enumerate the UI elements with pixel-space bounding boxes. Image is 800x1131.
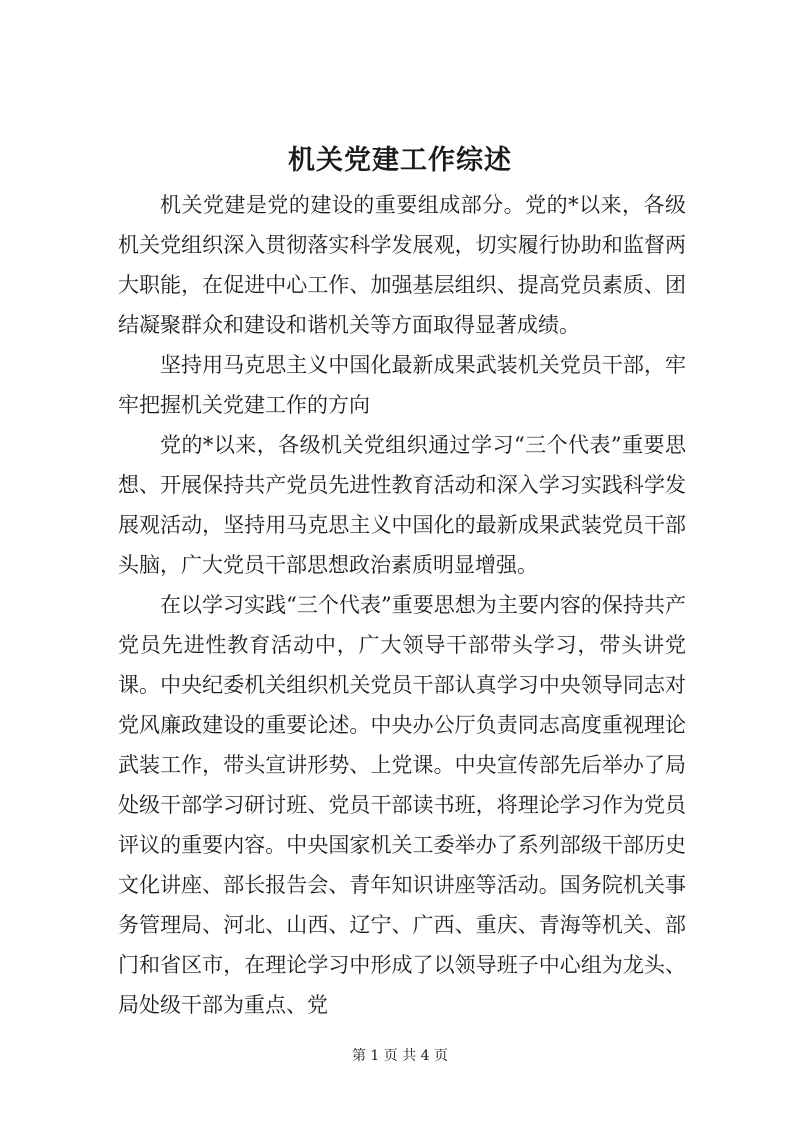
document-body: [118, 185, 686, 1025]
paragraph-2: 坚持用马克思主义中国化最新成果武装机关党员干部，牢牢把握机关党建工作的方向: [118, 353, 686, 417]
page-title: 机关党建工作综述: [288, 145, 512, 176]
paragraph-4: 在以学习实践“三个代表”重要思想为主要内容的保持共产党员先进性教育活动中，广大领导干部带头学习，带头讲党课。中央纪委机关组织机关党员干部认真学习中央领导同志对党风廉政建设的重要论述。中央办公厅负责同志高度重视理论武装工作，带头宣讲形势、上党课。中央宣传部先后举办了局处级干部学习研讨班、党员干部读书班，将理论学习作为党员评议的重要内容。中央国家机关工委举办了系列部级干部历史文化讲座、部长报告会、青年知识讲座等活动。国务院机关事务管理局、河北、山西、辽宁、广西、重庆、青海等机关、部门和省区市，在理论学习中形成了以领导班子中心组为龙头、局处级干部为重点、党: [118, 593, 686, 1017]
page-footer: 第 1 页 共 4 页: [351, 1048, 449, 1064]
paragraph-3: 党的*以来，各级机关党组织通过学习“三个代表”重要思想、开展保持共产党员先进性教育活动和深入学习实践科学发展观活动，坚持用马克思主义中国化的最新成果武装党员干部头脑，广大党员干部思想政治素质明显增强。: [118, 433, 686, 577]
paragraph-1: 机关党建是党的建设的重要组成部分。党的*以来，各级机关党组织深入贯彻落实科学发展观，切实履行协助和监督两大职能，在促进中心工作、加强基层组织、提高党员素质、团结凝聚群众和建设和谐机关等方面取得显著成绩。: [118, 193, 686, 337]
